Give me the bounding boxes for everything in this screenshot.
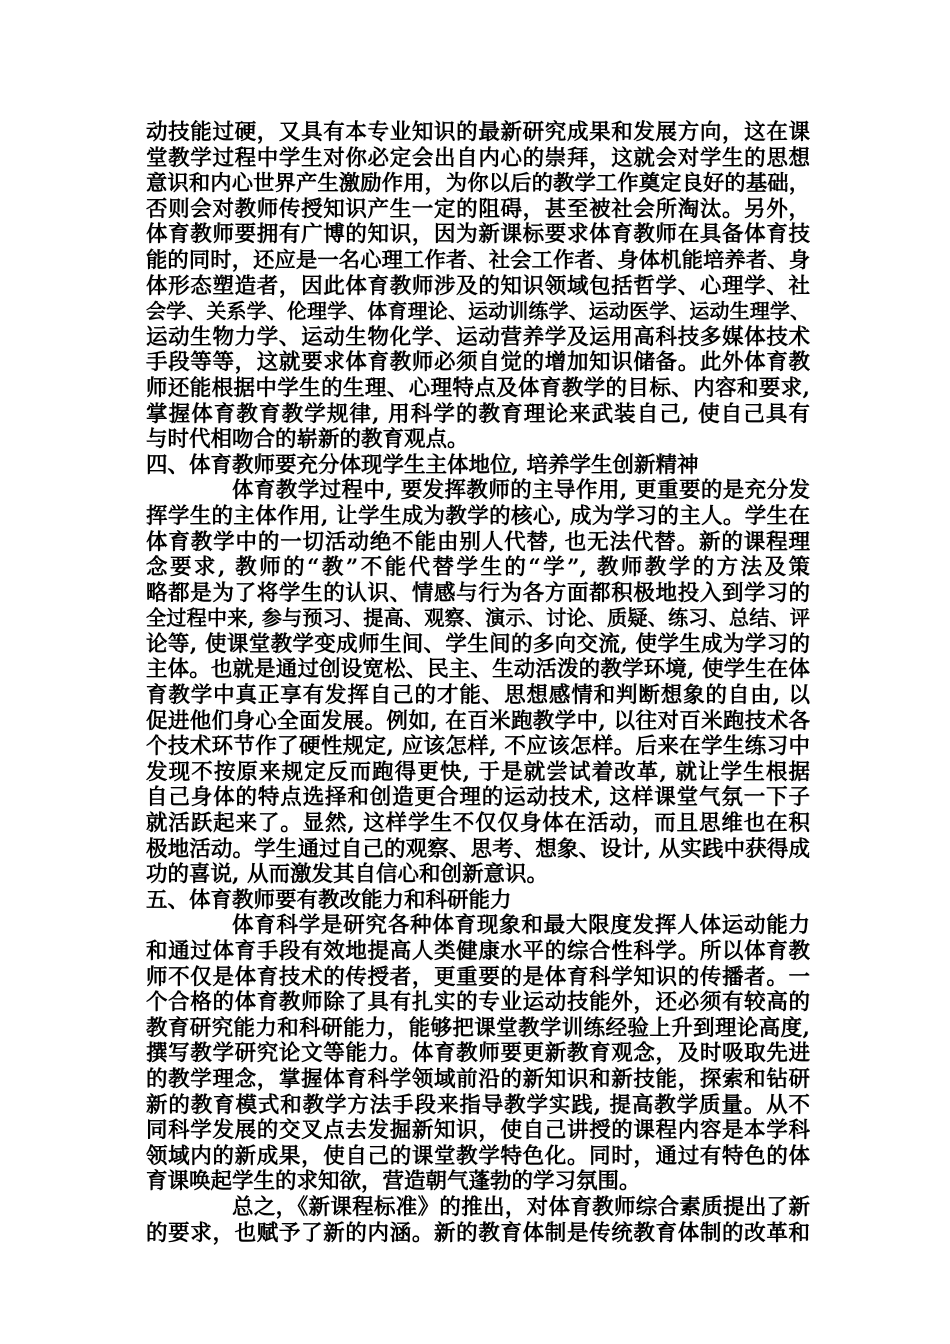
paragraph-student-subject [146,478,810,888]
text-line: 师不仅是体育技术的传授者，更重要的是体育科学知识的传播者。一 [146,964,810,990]
paragraph-research [146,913,810,1195]
text-line: 和通过体育手段有效地提高人类健康水平的综合性科学。所以体育教 [146,939,810,964]
text-line: 念要求, 教师的“教”不能代替学生的“学”, 教师教学的方法及策 [146,555,810,581]
text-line: 动技能过硬，又具有本专业知识的最新研究成果和发展方向，这在课 [146,120,810,145]
text-line: 体育教师要拥有广博的知识，因为新课标要求体育教师在具备体育技 [146,222,810,248]
text-line: 与时代相吻合的崭新的教育观点。 [146,427,469,453]
text-line: 否则会对教师传授知识产生一定的阻碍，甚至被社会所淘汰。另外， [146,196,810,222]
paragraph-knowledge [146,120,810,453]
text-line: 全过程中来, 参与预习、提高、观察、演示、讨论、质疑、练习、总结、评 [146,606,810,631]
text-line: 能的同时，还应是一名心理工作者、社会工作者、身体机能培养者、身 [146,247,810,273]
text-line: 的要求，也赋予了新的内涵。新的教育体制是传统教育体制的改革和 [146,1220,810,1246]
text-line: 领域内的新成果，使自己的课堂教学特色化。同时，通过有特色的体 [146,1143,810,1169]
text-line: 师还能根据中学生的生理、心理特点及体育教学的目标、内容和要求, [146,375,810,401]
text-line: 同科学发展的交叉点去发掘新知识，使自己讲授的课程内容是本学科 [146,1118,810,1144]
paragraph-conclusion [146,1195,810,1246]
text-line: 体育科学是研究各种体育现象和最大限度发挥人体运动能力 [232,913,810,939]
text-line: 略都是为了将学生的认识、情感与行为各方面都积极地投入到学习的 [146,580,810,606]
text-line: 主体。也就是通过创设宽松、民主、生动活泼的教学环境, 使学生在体 [146,657,810,683]
text-line: 个技术环节作了硬性规定, 应该怎样, 不应该怎样。后来在学生练习中 [146,734,810,760]
text-line: 体形态塑造者，因此体育教师涉及的知识领域包括哲学、心理学、社 [146,273,810,299]
text-line: 掌握体育教育教学规律, 用科学的教育理论来武装自己, 使自己具有 [146,401,810,427]
text-line: 体育教学过程中, 要发挥教师的主导作用, 更重要的是充分发 [232,478,810,504]
text-line: 总之，《新课程标准》的推出，对体育教师综合素质提出了新 [232,1194,810,1220]
text-line: 功的喜说, 从而激发其自信心和创新意识。 [146,862,548,888]
text-line: 自己身体的特点选择和创造更合理的运动技术, 这样课堂气氛一下子 [146,785,810,811]
text-line: 就活跃起来了。显然, 这样学生不仅仅身体在活动，而且思维也在积 [146,811,810,837]
text-line: 运动生物力学、运动生物化学、运动营养学及运用高科技多媒体技术 [146,324,810,350]
section-heading-5 [146,888,810,914]
text-line: 的教学理念，掌握体育科学领域前沿的新知识和新技能，探索和钻研 [146,1066,810,1092]
text-line: 堂教学过程中学生对你必定会出自内心的崇拜，这就会对学生的思想 [146,145,810,171]
document-page [146,120,810,1246]
heading-text: 五、体育教师要有教改能力和科研能力 [146,887,512,913]
text-line: 个合格的体育教师除了具有扎实的专业运动技能外，还必须有较高的 [146,990,810,1016]
heading-text: 四、体育教师要充分体现学生主体地位, 培养学生创新精神 [146,452,699,478]
text-line: 极地活动。学生通过自己的观察、思考、想象、设计, 从实践中获得成 [146,836,810,862]
text-line: 撰写教学研究论文等能力。体育教师要更新教育观念，及时吸取先进 [146,1041,810,1067]
text-line: 促进他们身心全面发展。例如, 在百米跑教学中, 以往对百米跑技术各 [146,708,810,734]
text-line: 新的教育模式和教学方法手段来指导教学实践, 提高教学质量。从不 [146,1092,810,1118]
text-line: 育教学中真正享有发挥自己的才能、思想感情和判断想象的自由, 以 [146,683,810,709]
text-line: 会学、关系学、伦理学、体育理论、运动训练学、运动医学、运动生理学、 [146,299,810,324]
text-line: 教育研究能力和科研能力，能够把课堂教学训练经验上升到理论高度, [146,1015,810,1041]
section-heading-4 [146,453,810,479]
text-line: 论等, 使课堂教学变成师生间、学生间的多向交流, 使学生成为学习的 [146,631,810,657]
text-line: 意识和内心世界产生激励作用，为你以后的教学工作奠定良好的基础， [146,171,810,197]
text-line: 体育教学中的一切活动绝不能由别人代替, 也无法代替。新的课程理 [146,529,810,555]
text-line: 手段等等，这就要求体育教师必须自觉的增加知识储备。此外体育教 [146,350,810,376]
text-line: 育课唤起学生的求知欲，营造朝气蓬勃的学习氛围。 [146,1169,641,1195]
text-line: 挥学生的主体作用, 让学生成为教学的核心, 成为学习的主人。学生在 [146,503,810,529]
text-line: 发现不按原来规定反而跑得更快, 于是就尝试着改革, 就让学生根据 [146,759,810,785]
